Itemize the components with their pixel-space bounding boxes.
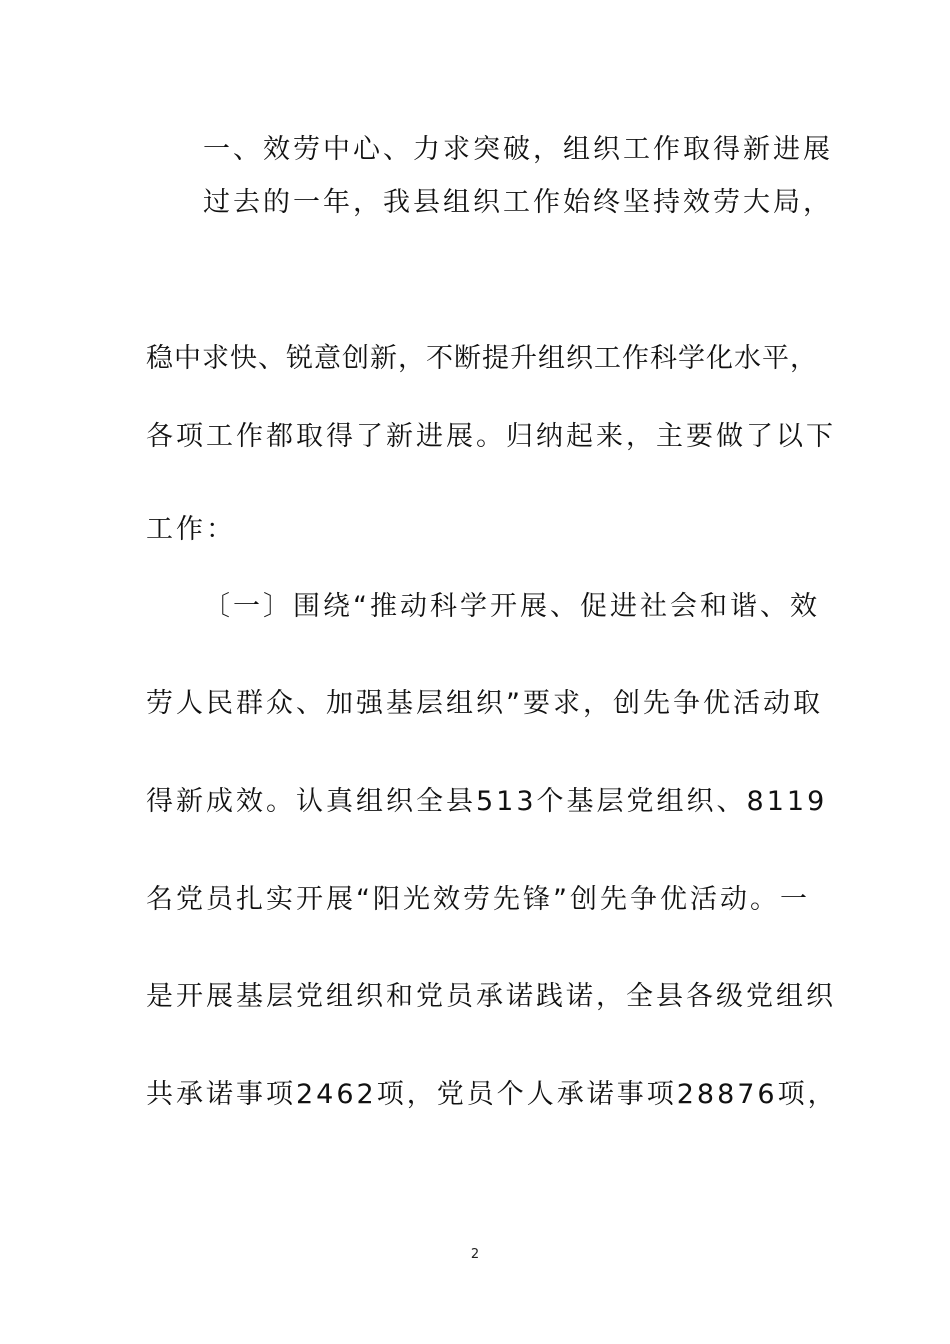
paragraph-line: 劳人民群众、加强基层组织”要求，创先争优活动取 <box>146 688 823 719</box>
paragraph-line: 得新成效。认真组织全县513个基层党组织、8119 <box>146 786 828 817</box>
paragraph-line: 稳中求快、锐意创新，不断提升组织工作科学化水平， <box>146 343 818 374</box>
paragraph-line: 名党员扎实开展“阳光效劳先锋”创先争优活动。一 <box>146 884 810 915</box>
paragraph-line: 共承诺事项2462项，党员个人承诺事项28876项， <box>146 1079 838 1110</box>
paragraph-line: 各项工作都取得了新进展。归纳起来，主要做了以下 <box>146 421 836 452</box>
paragraph-line: 是开展基层党组织和党员承诺践诺，全县各级党组织 <box>146 981 836 1012</box>
page-number: 2 <box>470 1247 480 1262</box>
subsection-heading: 〔一〕围绕“推动科学开展、促进社会和谐、效 <box>203 591 820 622</box>
section-heading: 一、效劳中心、力求突破，组织工作取得新进展 <box>203 134 833 165</box>
paragraph-line: 工作： <box>146 514 236 545</box>
paragraph-line: 过去的一年，我县组织工作始终坚持效劳大局， <box>203 187 833 218</box>
